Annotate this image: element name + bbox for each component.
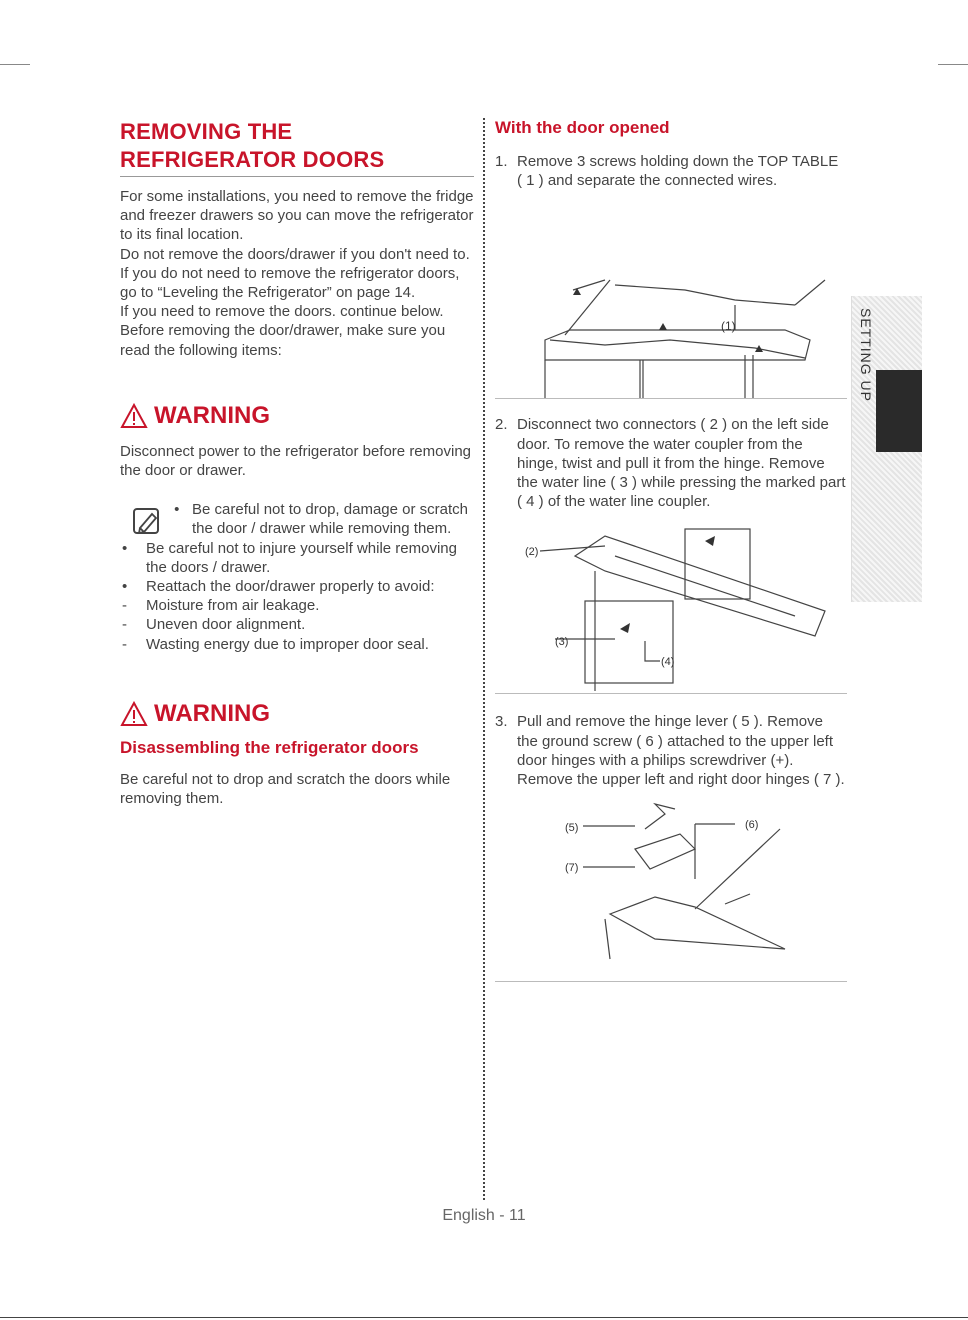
callout-5: (5)	[565, 822, 579, 835]
intro-paragraph-1: For some installations, you need to remove the fridge and freezer drawers so you can move the refrigerator to its final location.	[120, 188, 474, 244]
connector-illustration	[495, 511, 847, 693]
figure-connectors	[495, 511, 847, 694]
right-heading: With the door opened	[495, 118, 670, 137]
section-subheading: Disassembling the refrigerator doors	[120, 737, 419, 757]
note-text: Be careful not to drop, damage or scratch the door / drawer while removing them.	[192, 501, 468, 538]
callout-2: (2)	[525, 546, 539, 559]
warning-heading-2	[120, 700, 474, 728]
top-table-illustration	[495, 190, 847, 398]
note-pencil-icon	[132, 506, 162, 536]
note-block	[120, 500, 474, 538]
step-1: 1. Remove 3 screws holding down the TOP TABLE ( 1 ) and separate the connected wires.	[495, 153, 839, 190]
bottom-rule	[0, 1317, 968, 1318]
section-tab-marker	[876, 370, 922, 452]
warning-heading-1	[120, 402, 474, 430]
warning-triangle-icon	[120, 403, 148, 429]
step-2: 2. Disconnect two connectors ( 2 ) on the left side door. To remove the water coupler from the hinge, twist and pull it from the hinge. Remove the water line ( 3 ) while pressing the marked part ( 4 ) of the water line coupler.	[495, 416, 846, 511]
warning-text: Disconnect power to the refrigerator before removing the door or drawer.	[120, 442, 472, 480]
intro-paragraph-4: Before removing the door/drawer, make sure you read the following items:	[120, 322, 446, 359]
list-item: • Be careful not to injure yourself while removing the doors / drawer.	[122, 539, 457, 576]
crop-mark-right	[938, 64, 968, 65]
warning-label: WARNING	[154, 401, 270, 429]
hinge-illustration	[495, 789, 847, 981]
page-title: REMOVING THE REFRIGERATOR DOORS	[120, 118, 474, 177]
page-footer: English - 11	[442, 1207, 526, 1224]
crop-mark-left	[0, 64, 30, 65]
list-item: • Reattach the door/drawer properly to avoid:	[122, 578, 435, 596]
callout-3: (3)	[555, 636, 569, 649]
intro-paragraph-3: If you need to remove the doors. continue below.	[120, 303, 444, 321]
precaution-list	[120, 539, 474, 654]
step-3: 3. Pull and remove the hinge lever ( 5 ). Remove the ground screw ( 6 ) attached to the upper left door hinges with a philips screwdriver (+). Remove the upper left and right door hinges ( 7 ).	[495, 713, 845, 789]
callout-7: (7)	[565, 862, 579, 875]
list-item: - Moisture from air leakage.	[122, 597, 320, 615]
intro-paragraph-2: Do not remove the doors/drawer if you don't need to. If you do not need to remove the refrigerator doors, go to “Leveling the Refrigerator” on page 14.	[120, 245, 470, 302]
figure-hinges	[495, 789, 847, 982]
callout-4: (4)	[661, 656, 675, 669]
warning-label: WARNING	[154, 699, 270, 727]
callout-1: (1)	[721, 319, 736, 334]
list-item: - Wasting energy due to improper door seal.	[122, 635, 429, 653]
bullet-mark: •	[170, 501, 180, 519]
column-divider	[483, 118, 485, 1200]
subsection-text: Be careful not to drop and scratch the doors while removing them.	[120, 770, 451, 808]
callout-6: (6)	[745, 819, 759, 832]
right-column	[495, 118, 847, 982]
section-tab-label: SETTING UP	[858, 307, 874, 402]
figure-top-table	[495, 190, 847, 399]
list-item: - Uneven door alignment.	[122, 616, 306, 634]
left-column	[120, 118, 474, 808]
warning-triangle-icon	[120, 701, 148, 727]
